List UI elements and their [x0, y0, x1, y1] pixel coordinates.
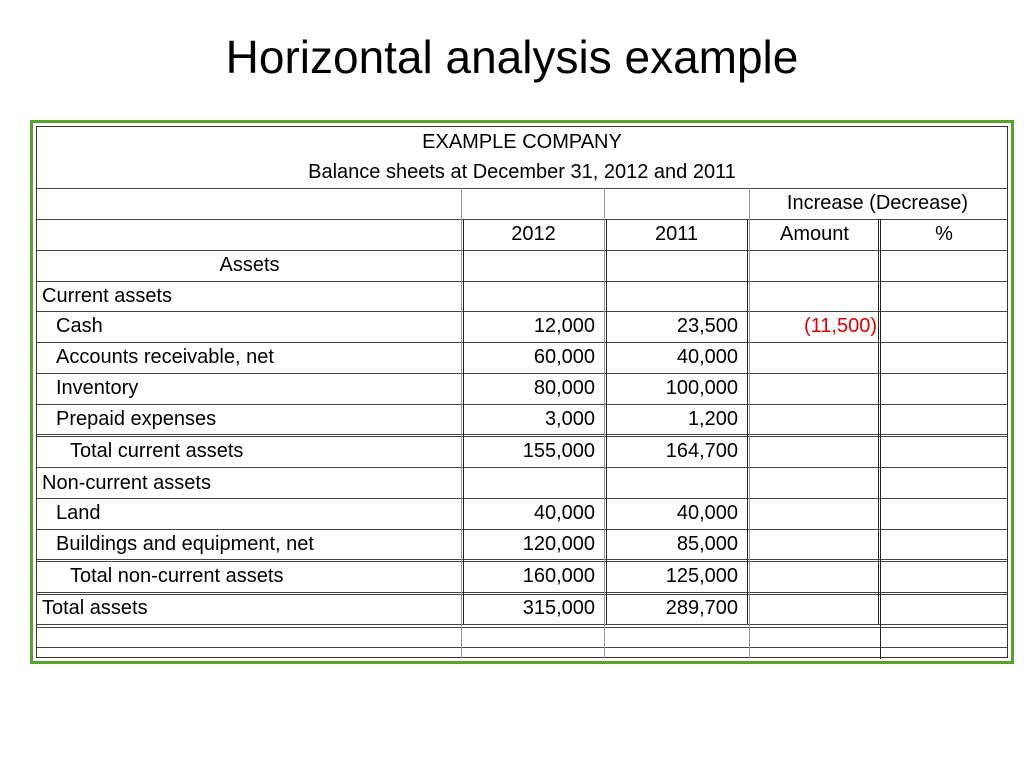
column-divider — [463, 219, 464, 624]
company-name-row — [37, 127, 1007, 157]
value-2012: 160,000 — [522, 565, 595, 587]
balance-sheet-table — [36, 126, 1008, 658]
column-divider — [461, 188, 462, 658]
value-2012: 12,000 — [533, 314, 595, 337]
spreadsheet-frame — [30, 120, 1014, 664]
increase-pct — [881, 529, 1007, 559]
col-amount-header: Amount — [780, 222, 849, 245]
gridline — [37, 647, 1007, 648]
increase-amount — [748, 373, 881, 403]
gridline — [37, 592, 1007, 593]
value-2012: 120,000 — [522, 532, 595, 555]
increase-pct — [881, 404, 1007, 434]
value-2012: 155,000 — [522, 440, 595, 462]
value-2012: 40,000 — [533, 502, 595, 524]
col-pct-header: % — [935, 222, 953, 245]
row-label: Total non-current assets — [70, 565, 284, 587]
gridline — [37, 434, 1007, 435]
column-divider — [747, 219, 748, 624]
table-row — [37, 593, 1007, 624]
increase-pct — [881, 342, 1007, 372]
assets-section-row — [37, 250, 1007, 280]
increase-pct — [881, 311, 1007, 341]
value-2011: 40,000 — [676, 502, 738, 524]
gridline — [37, 467, 1007, 468]
row-label: Buildings and equipment, net — [56, 532, 314, 555]
column-divider — [878, 219, 879, 624]
row-label: Current assets — [42, 284, 173, 307]
gridline — [37, 342, 1007, 343]
gridline — [37, 373, 1007, 374]
gridline — [37, 188, 1007, 189]
gridline — [37, 594, 1007, 595]
table-row — [37, 468, 1007, 498]
table-row — [37, 281, 1007, 311]
value-2011: 23,500 — [676, 314, 738, 337]
subtitle-row — [37, 157, 1007, 187]
table-row — [37, 311, 1007, 341]
table-row — [37, 342, 1007, 372]
col-2011-header: 2011 — [654, 222, 698, 245]
increase-amount — [748, 342, 881, 372]
gridline — [37, 404, 1007, 405]
increase-amount — [748, 529, 881, 559]
gridline — [37, 281, 1007, 282]
value-2011: 85,000 — [676, 532, 738, 555]
gridline — [37, 219, 1007, 220]
increase-pct — [881, 436, 1007, 467]
row-label: Inventory — [56, 376, 139, 399]
column-divider — [749, 188, 750, 658]
gridline — [37, 627, 1007, 628]
value-2012: 80,000 — [533, 376, 595, 399]
table-row — [37, 529, 1007, 559]
increase-amount — [748, 593, 881, 624]
value-2011: 1,200 — [687, 407, 738, 430]
increase-pct — [881, 498, 1007, 529]
row-label: Prepaid expenses — [56, 407, 217, 430]
col-2012-header: 2012 — [511, 222, 556, 245]
column-header-row — [37, 219, 1007, 249]
column-divider — [880, 219, 881, 659]
gridline — [37, 436, 1007, 437]
sheet-subtitle: Balance sheets at December 31, 2012 and 2011 — [308, 160, 736, 183]
value-2011: 100,000 — [665, 376, 738, 399]
column-divider — [606, 219, 607, 624]
increase-amount — [748, 498, 881, 529]
value-2011: 125,000 — [665, 565, 738, 587]
increase-amount — [748, 436, 881, 467]
gridline — [37, 529, 1007, 530]
gridline — [37, 250, 1007, 251]
table-row — [37, 373, 1007, 403]
value-2011: 289,700 — [665, 597, 738, 619]
value-2012: 3,000 — [544, 407, 595, 430]
value-2011: 40,000 — [676, 345, 738, 368]
gridline — [37, 561, 1007, 562]
group-header-row — [37, 188, 1007, 218]
increase-amount — [748, 404, 881, 434]
row-label: Non-current assets — [42, 471, 211, 494]
assets-section-label: Assets — [219, 253, 280, 276]
row-label: Cash — [56, 314, 103, 337]
row-label: Land — [56, 502, 101, 524]
increase-amount — [748, 561, 881, 592]
increase-pct — [881, 561, 1007, 592]
gridline — [37, 624, 1007, 625]
table-row — [37, 436, 1007, 467]
increase-decrease-header: Increase (Decrease) — [786, 191, 969, 214]
increase-pct — [881, 593, 1007, 624]
gridline — [37, 311, 1007, 312]
table-row — [37, 404, 1007, 434]
value-2011: 164,700 — [665, 440, 738, 462]
table-row — [37, 498, 1007, 529]
increase-pct — [881, 373, 1007, 403]
table-row — [37, 561, 1007, 592]
row-label: Total current assets — [70, 440, 244, 462]
row-label: Accounts receivable, net — [56, 345, 274, 368]
gridline — [37, 498, 1007, 499]
column-divider — [604, 188, 605, 658]
row-label: Total assets — [42, 597, 148, 619]
gridline — [37, 559, 1007, 560]
value-2012: 60,000 — [533, 345, 595, 368]
increase-amount: (11,500) — [803, 314, 877, 337]
company-name: EXAMPLE COMPANY — [422, 130, 622, 153]
slide-title: Horizontal analysis example — [225, 31, 799, 83]
value-2012: 315,000 — [522, 597, 595, 619]
